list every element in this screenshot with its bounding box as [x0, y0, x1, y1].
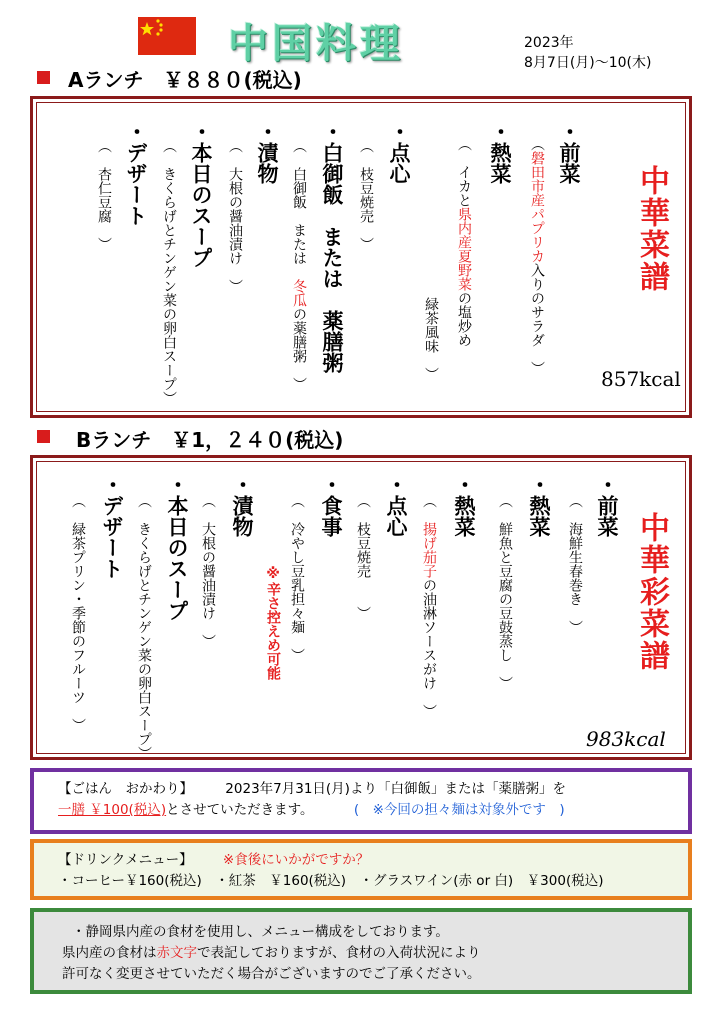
lunch-a-tenshin: ・点心: [387, 121, 411, 184]
lunch-a-dessert-detail: （ 杏仁豆腐 ）: [96, 139, 112, 251]
lunch-b-dessert: ・デザート: [100, 474, 124, 579]
lunch-b-nessai-1-detail: （ 鮮魚と豆腐の豆鼓蒸し ）: [497, 494, 513, 690]
page-title: 中国料理: [228, 21, 404, 67]
lunch-a-tsukemono-detail: （ 大根の醤油漬け ）: [227, 139, 243, 293]
lunch-a-tsukemono: ・漬物: [255, 121, 279, 184]
lunch-a-gohan-detail: （ 白御飯 または 冬瓜の薬膳粥 ）: [291, 139, 307, 391]
refill-text-1: 2023年7月31日(月)より「白御飯」または「薬膳粥」を: [225, 781, 566, 797]
lunch-b-panel: [30, 455, 692, 760]
bullet-square-icon: [37, 430, 50, 443]
date-year: 2023年: [524, 35, 574, 51]
lunch-b-tsukemono: ・漬物: [230, 474, 254, 537]
refill-price: 一膳 ￥100(税込): [58, 801, 167, 818]
lunch-a-zensai-detail: （磐田市産パプリカ入りのサラダ ）: [529, 137, 545, 375]
refill-info-box: [30, 768, 692, 834]
bullet-square-icon: [37, 71, 50, 84]
notice-line-1: ・静岡県内産の食材を使用し、メニュー構成をしております。: [72, 924, 449, 940]
lunch-b-soup: ・本日のスープ: [165, 474, 189, 621]
drink-note: ※食後にいかがですか？: [222, 852, 370, 868]
lunch-b-heading: Bランチ ￥1，２４０(税込): [76, 428, 344, 452]
lunch-b-zensai: ・前菜: [595, 474, 619, 537]
lunch-b-soup-detail: （ きくらげとチンゲン菜の卵白スープ）: [136, 494, 152, 760]
lunch-a-nessai-detail-2: 緑茶風味 ）: [423, 297, 439, 381]
refill-line-2: [58, 800, 664, 821]
drink-line-1: [58, 850, 664, 871]
refill-note: ( ※今回の担々麺は対象外です ): [353, 801, 565, 818]
lunch-b-menu-name: 中華彩菜譜: [634, 512, 669, 672]
refill-line-1: [58, 779, 664, 800]
lunch-b-tsukemono-detail: （ 大根の醤油漬け ）: [200, 494, 216, 648]
lunch-b-shokuji: ・食事: [319, 474, 343, 537]
lunch-b-kcal: 983kcal: [586, 727, 666, 751]
lunch-b-nessai-1: ・熱菜: [527, 474, 551, 537]
notice-line-2: 県内産の食材は赤文字で表記しておりますが、食材の入荷状況により: [62, 944, 481, 961]
refill-label: 【ごはん おかわり】: [58, 781, 193, 797]
lunch-b-nessai-2: ・熱菜: [452, 474, 476, 537]
lunch-b-dessert-detail: （ 緑茶プリン・季節のフルーツ ）: [70, 494, 86, 732]
lunch-a-dessert: ・デザート: [124, 121, 148, 226]
lunch-a-menu-name: 中華菜譜: [634, 165, 669, 293]
lunch-a-kcal: 857kcal: [601, 367, 681, 391]
lunch-b-zensai-detail: （ 海鮮生春巻き ）: [567, 494, 583, 634]
lunch-b-tenshin: ・点心: [384, 474, 408, 537]
lunch-b-nessai-2-detail: （ 揚げ茄子の油淋ソースがけ ）: [421, 494, 437, 718]
notice-line-3: 許可なく変更させていただく場合がございますのでご了承ください。: [62, 965, 481, 982]
china-flag-icon: [138, 17, 196, 55]
lunch-a-nessai-detail: （ イカと県内産夏野菜の塩炒め: [456, 137, 472, 347]
refill-text-2: とさせていただきます。: [166, 801, 314, 818]
lunch-b-tenshin-detail: （ 枝豆焼売 ）: [355, 494, 371, 620]
drink-info-box: [30, 839, 692, 900]
lunch-a-heading: Aランチ ￥８８０(税込): [68, 68, 302, 92]
lunch-a-nessai: ・熱菜: [488, 121, 512, 184]
drink-items: ・コーヒー￥160(税込) ・紅茶 ￥160(税込) ・グラスワイン(赤 or 白) ￥300(税込): [58, 872, 604, 889]
lunch-a-tenshin-detail: （ 枝豆焼売 ）: [358, 139, 374, 251]
date-range: 8月7日(月)～10(木): [524, 55, 652, 71]
lunch-b-shokuji-detail: （ 冷やし豆乳担々麺 ）: [289, 494, 305, 662]
lunch-a-soup-detail: （ きくらげとチンゲン菜の卵白スープ）: [161, 139, 177, 405]
lunch-b-shokuji-note: ※辛さ控えめ可能: [265, 566, 281, 680]
drink-label: 【ドリンクメニュー】: [58, 852, 193, 868]
notice-box: [30, 908, 692, 994]
lunch-a-zensai: ・前菜: [557, 121, 581, 184]
lunch-a-gohan: ・白御飯 または 薬膳粥: [320, 121, 344, 373]
lunch-a-panel: [30, 96, 692, 418]
lunch-a-soup: ・本日のスープ: [189, 121, 213, 268]
